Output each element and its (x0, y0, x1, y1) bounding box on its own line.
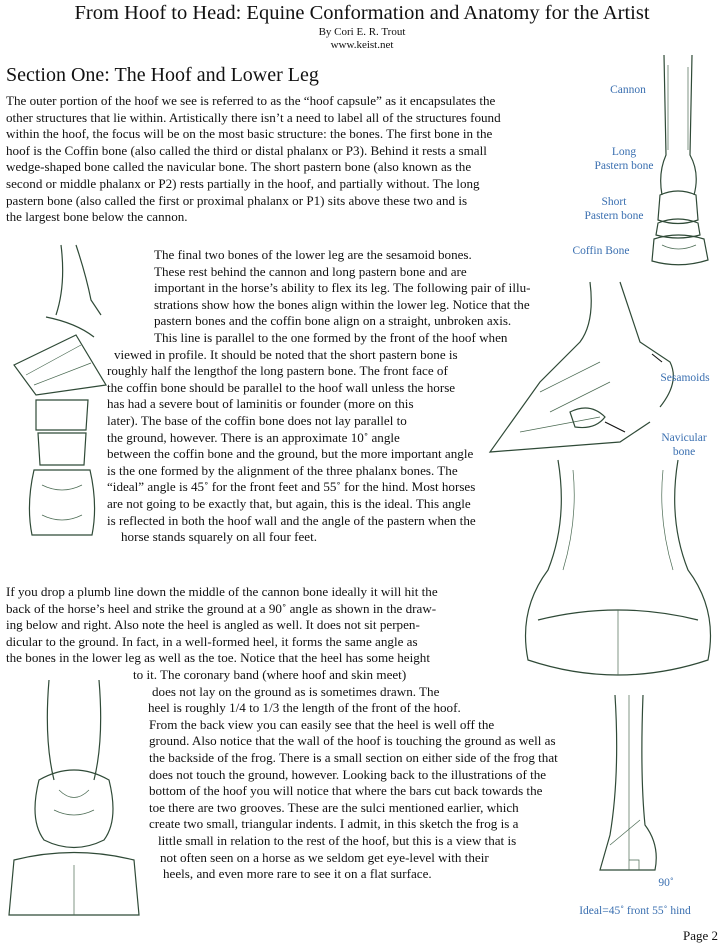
text-line: is the one formed by the alignment of the three phalanx bones. The (107, 462, 458, 478)
paragraph-3 (6, 584, 438, 667)
page-title: From Hoof to Head: Equine Conformation and Anatomy for the Artist (74, 2, 650, 24)
text-line: second or middle phalanx or P2) rests partially in the hoof, and partially without. The long (6, 175, 480, 191)
hoof-rear-view-illustration (4, 680, 144, 930)
plumb-line-leg-illustration (595, 695, 675, 895)
text-line: roughly half the lengthof the long pastern bone. The front face of (107, 363, 448, 379)
text-line: These rest behind the cannon and long pastern bone and are (154, 263, 467, 279)
label-ideal-angle: Ideal=45˚ front 55˚ hind (579, 905, 691, 917)
side-leg-bone-illustration (6, 245, 116, 555)
text-line: later). The base of the coffin bone does not lay parallel to (107, 412, 407, 428)
text-line: viewed in profile. It should be noted that the short pastern bone is (114, 346, 458, 362)
text-line: ing below and right. Also note the heel is angled as well. It does not sit perpen- (6, 617, 420, 633)
text-line: strations show how the bones align within the lower leg. Notice that the (154, 296, 530, 312)
text-line: does not lay on the ground as is sometimes drawn. The (152, 683, 440, 699)
text-line: heels, and even more rare to see it on a flat surface. (163, 866, 432, 882)
text-line: has had a severe bout of laminitis or founder (more on this (107, 396, 414, 412)
text-line: between the coffin bone and the ground, but the more important angle (107, 446, 474, 462)
label-long-pastern (584, 145, 664, 173)
text-line: wedge-shaped bone called the navicular bone. The short pastern bone (also known as the (6, 159, 472, 175)
text-line: The final two bones of the lower leg are the sesamoid bones. (154, 247, 472, 262)
text-line: the bones in the lower leg as well as the toe. Notice that the heel has some height (6, 650, 430, 666)
label-line: Long (611, 146, 637, 158)
text-line: bottom of the hoof you will notice that where the bars cut back towards the (149, 783, 543, 799)
label-line: Navicular (661, 432, 707, 444)
label-line: Short (601, 196, 627, 208)
text-line: is reflected in both the hoof wall and the angle of the pastern when the (107, 512, 476, 528)
text-line: horse stands squarely on all four feet. (121, 529, 317, 545)
text-line: pastern bones and the coffin bone align on a straight, unbroken axis. (154, 313, 512, 329)
text-line: pastern bone (also called the first or proximal phalanx or P1) sits above these two and is (6, 192, 468, 208)
text-line: hoof is the Coffin bone (also called the third or distal phalanx or P3). Behind it rests a small (6, 142, 487, 158)
author: By Cori E. R. Trout (318, 26, 406, 38)
text-line: back of the horse’s heel and strike the ground at a 90˚ angle as shown in the draw- (6, 600, 437, 616)
text-line: ground. Also notice that the wall of the hoof is touching the ground as well as (149, 733, 556, 749)
text-line: From the back view you can easily see that the heel is well off the (149, 716, 495, 732)
text-line: within the hoof, the focus will be on the most basic structure: the bones. The first bone in the (6, 126, 493, 142)
text-line: the ground, however. There is an approximate 10˚ angle (107, 429, 400, 445)
label-line: Pastern bone (584, 210, 644, 222)
text-line: not often seen on a horse as we seldom get eye-level with their (160, 849, 489, 865)
website-url: www.keist.net (330, 39, 394, 51)
label-short-pastern (574, 195, 654, 223)
text-line: little small in relation to the rest of the hoof, but this is a view that is (158, 832, 517, 848)
paragraph-1 (6, 93, 501, 226)
text-line: to it. The coronary band (where hoof and skin meet) (133, 667, 407, 682)
section-heading: Section One: The Hoof and Lower Leg (6, 64, 319, 86)
text-line: does not touch the ground, however. Looking back to the illustrations of the (149, 766, 547, 782)
text-line: “ideal” angle is 45˚ for the front feet and 55˚ for the hind. Most horses (107, 479, 476, 495)
text-line: the largest bone below the cannon. (6, 209, 188, 225)
text-line: the backside of the frog. There is a small section on either side of the frog that (149, 749, 558, 765)
label-cannon: Cannon (610, 84, 646, 96)
text-line: the coffin bone should be parallel to the hoof wall unless the horse (107, 379, 456, 395)
text-line: other structures that lie within. Artistically there isn’t a need to label all of the structures found (6, 109, 501, 125)
hoof-front-view-illustration (518, 460, 718, 690)
label-sesamoids: Sesamoids (660, 372, 710, 384)
text-line: heel is roughly 1/4 to 1/3 the length of the front of the hoof. (148, 700, 461, 716)
label-navicular-bone (648, 431, 720, 459)
byline (0, 26, 724, 52)
label-angle: 90˚ (658, 877, 674, 889)
label-coffin-bone: Coffin Bone (572, 245, 630, 257)
text-line: are not going to be exactly that, but again, this is the ideal. This angle (107, 495, 471, 511)
text-line: important in the horse’s ability to flex its leg. The following pair of illu- (154, 280, 531, 296)
text-line: If you drop a plumb line down the middle of the cannon bone ideally it will hit the (6, 584, 438, 599)
label-line: bone (672, 446, 696, 458)
text-line: toe there are two grooves. These are the sulci mentioned earlier, which (149, 799, 519, 815)
label-line: Pastern bone (594, 160, 654, 172)
page-number: Page 2 (682, 928, 718, 943)
text-line: The outer portion of the hoof we see is referred to as the “hoof capsule” as it encapsulates the (6, 93, 496, 108)
text-line: dicular to the ground. In fact, in a well-formed heel, it forms the same angle as (6, 633, 418, 649)
text-line: create two small, triangular indents. I admit, in this sketch the frog is a (149, 816, 519, 832)
text-line: This line is parallel to the one formed by the front of the hoof when (154, 329, 508, 345)
